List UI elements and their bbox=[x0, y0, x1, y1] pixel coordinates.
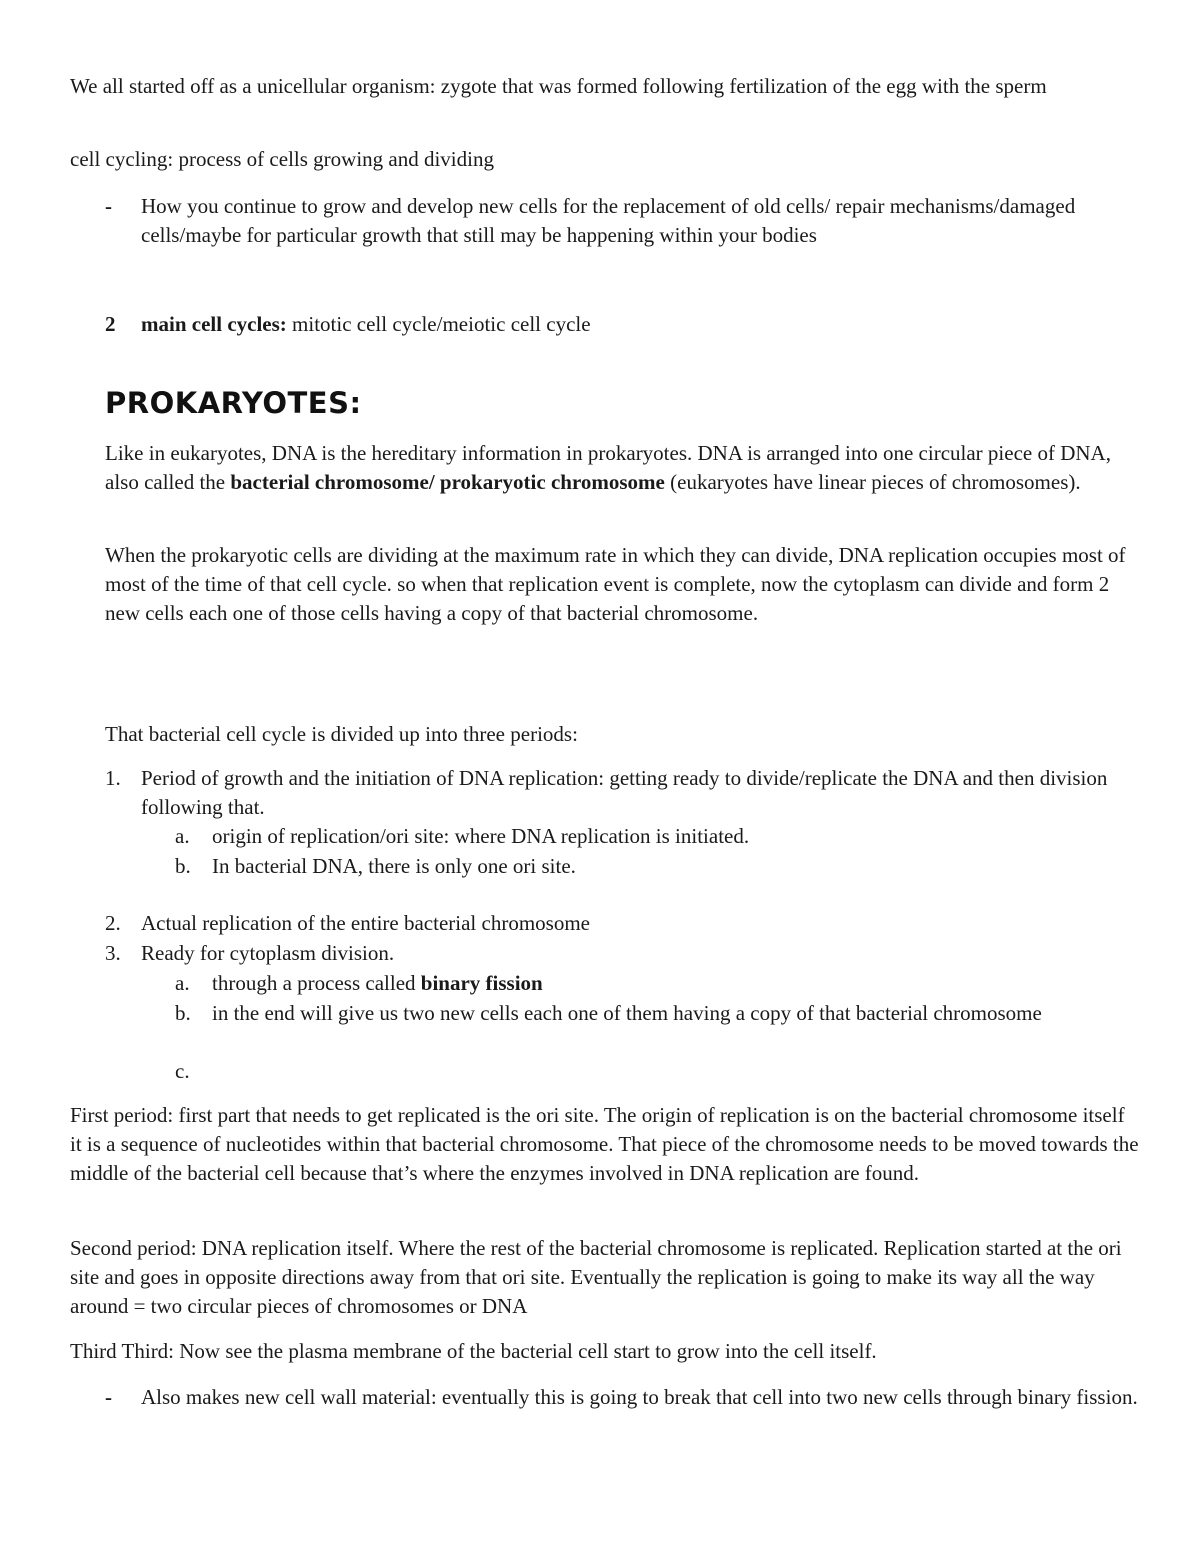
bacterial-chromosome-term: bacterial chromosome/ prokaryotic chromosome bbox=[230, 470, 665, 494]
dna-text-a: Like in eukaryotes, DNA is the hereditary information in prokaryotes. DNA is arranged into one circular piece of DNA, also called the bbox=[105, 441, 1111, 494]
cell-cycling-definition: cell cycling: process of cells growing and dividing bbox=[70, 147, 494, 171]
intro-paragraph: We all started off as a unicellular organism: zygote that was formed following fertilization of the egg with the sperm bbox=[70, 74, 1047, 98]
prokaryote-division-paragraph: When the prokaryotic cells are dividing at the maximum rate in which they can divide, DNA replication occupies most of most of the time of that cell cycle. so when that replication event is complete, now the cytoplasm can divide and form 2 new cells each one of those cells having a copy of that bacterial chromosome. bbox=[105, 543, 1126, 625]
period-3a-text bbox=[212, 969, 1132, 998]
period-3b-text: in the end will give us two new cells each one of them having a copy of that bacterial chromosome bbox=[212, 1001, 1042, 1025]
list-number: 2. bbox=[105, 911, 121, 935]
growth-bullet-text: How you continue to grow and develop new cells for the replacement of old cells/ repair mechanisms/damaged cells/maybe for particular growth that still may be happening within your bodies bbox=[141, 194, 1076, 247]
first-period-paragraph: First period: first part that needs to get replicated is the ori site. The origin of replication is on the bacterial chromosome itself it is a sequence of nucleotides within that bacterial chromosome. That piece of the chromosome needs to be moved towards the middle of the bacterial cell because that’s where the enzymes involved in DNA replication are found. bbox=[70, 1103, 1139, 1185]
cell-wall-bullet-text: Also makes new cell wall material: eventually this is going to break that cell into two new cells through binary fission. bbox=[141, 1385, 1138, 1409]
binary-fission-term: binary fission bbox=[420, 971, 543, 995]
periods-intro: That bacterial cell cycle is divided up into three periods: bbox=[105, 722, 578, 746]
period-1-text: Period of growth and the initiation of DNA replication: getting ready to divide/replicate the DNA and then division following that. bbox=[141, 766, 1108, 819]
main-cell-cycles-line bbox=[105, 310, 1135, 339]
list-letter: a. bbox=[175, 824, 190, 848]
cycles-label-text: main cell cycles: bbox=[141, 312, 287, 336]
section-heading: PROKARYOTES: bbox=[105, 386, 362, 420]
bullet-marker: - bbox=[105, 1385, 112, 1409]
cycles-label bbox=[141, 310, 591, 339]
list-letter: b. bbox=[175, 1001, 191, 1025]
cycles-number: 2 bbox=[105, 312, 116, 336]
binary-fission-lead: through a process called bbox=[212, 971, 421, 995]
period-3-text: Ready for cytoplasm division. bbox=[141, 941, 395, 965]
dna-text-b: (eukaryotes have linear pieces of chromosomes). bbox=[664, 470, 1081, 494]
bullet-marker: - bbox=[105, 194, 112, 218]
list-letter: c. bbox=[175, 1059, 190, 1083]
period-1a-text: origin of replication/ori site: where DNA replication is initiated. bbox=[212, 824, 750, 848]
period-2-text: Actual replication of the entire bacterial chromosome bbox=[141, 911, 590, 935]
period-1b-text: In bacterial DNA, there is only one ori site. bbox=[212, 854, 576, 878]
cycles-text: mitotic cell cycle/meiotic cell cycle bbox=[286, 312, 591, 336]
list-number: 3. bbox=[105, 941, 121, 965]
third-period-paragraph: Third Third: Now see the plasma membrane of the bacterial cell start to grow into the cell itself. bbox=[70, 1339, 877, 1363]
list-letter: a. bbox=[175, 971, 190, 995]
prokaryote-dna-paragraph bbox=[105, 439, 1135, 497]
list-letter: b. bbox=[175, 854, 191, 878]
list-number: 1. bbox=[105, 766, 121, 790]
second-period-paragraph: Second period: DNA replication itself. Where the rest of the bacterial chromosome is replicated. Replication started at the ori site and goes in opposite directions away from that ori site. Eventually the replication is going to make its way all the way around = two circular pieces of chromosomes or DNA bbox=[70, 1236, 1122, 1318]
